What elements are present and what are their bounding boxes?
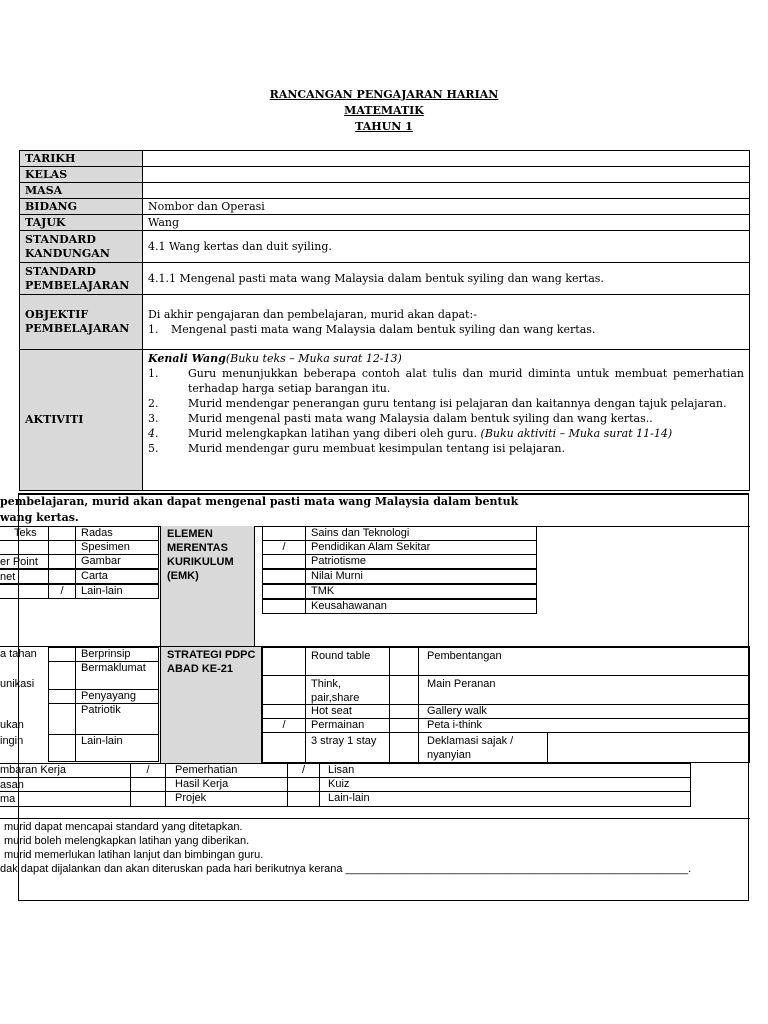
refleksi-line: murid boleh melengkapkan latihan yang diberikan. <box>4 835 250 847</box>
objektif-label: OBJEKTIF PEMBELAJARAN <box>20 295 143 350</box>
aktiviti-item <box>148 411 744 426</box>
nilai-item: Patriotik <box>75 703 159 735</box>
pentaksiran-item: Lain-lain <box>319 791 691 807</box>
standard-pembelajaran-label: STANDARD PEMBELAJARAN <box>20 263 143 295</box>
lesson-plan-table <box>19 150 750 491</box>
bbm-left-text: Teks <box>14 527 37 539</box>
pdpc-check[interactable] <box>389 704 419 719</box>
bbm-cell <box>0 540 49 555</box>
pdpc-item: Permainan <box>305 718 390 733</box>
pentaksiran-item: Kuiz <box>319 777 691 792</box>
bbm-check[interactable]: / <box>48 584 76 599</box>
aktiviti-item <box>148 396 744 411</box>
bbm-check[interactable] <box>48 569 76 584</box>
standard-kandungan-value: 4.1 Wang kertas dan duit syiling. <box>143 231 750 263</box>
aktiviti-item-number: 5. <box>148 442 159 455</box>
nilai-item: Lain-lain <box>75 734 159 762</box>
divider <box>0 818 750 819</box>
pdpc-item: Pembentangan <box>418 647 750 676</box>
bbm-cell <box>0 554 49 569</box>
pdpc-label: STRATEGI PDPC ABAD KE-21 <box>167 649 256 675</box>
pdpc-item-extension <box>547 732 750 763</box>
nilai-left-text: ingin <box>0 735 24 747</box>
pdpc-item: Round table <box>305 647 390 676</box>
tarikh-value <box>143 151 750 167</box>
pdpc-check[interactable] <box>389 647 419 676</box>
pentaksiran-item: Pemerhatian <box>165 763 288 778</box>
nilai-left-text: unikasi <box>0 678 35 690</box>
aktiviti-item-text: Murid mengenal pasti mata wang Malaysia dalam bentuk syiling dan wang kertas.. <box>188 412 653 425</box>
nilai-check[interactable] <box>48 703 76 735</box>
bidang-label: BIDANG <box>20 199 143 215</box>
pentaksiran-left-text: asan <box>0 779 24 791</box>
pdpc-check[interactable]: / <box>262 718 306 733</box>
emk-item: Nilai Murni <box>305 569 537 584</box>
pentaksiran-left-text: ma <box>0 793 16 805</box>
bbm-item: Carta <box>75 569 159 584</box>
pentaksiran-cell <box>0 791 131 807</box>
aktiviti-heading-ref: (Buku teks – Muka surat 12-13) <box>225 352 402 365</box>
nilai-check[interactable] <box>48 661 76 690</box>
pentaksiran-item: Hasil Kerja <box>165 777 288 792</box>
aktiviti-item <box>148 441 744 456</box>
bbm-cell <box>0 526 49 541</box>
aktiviti-item-ref: (Buku aktiviti – Muka surat 11-14) <box>480 427 673 440</box>
pdpc-check[interactable] <box>389 732 419 763</box>
summary-line-2: wang kertas. <box>0 511 79 524</box>
pentaksiran-check[interactable] <box>287 777 320 792</box>
nilai-item: Bermaklumat <box>75 661 159 690</box>
emk-label: ELEMEN MERENTAS KURIKULUM (EMK) <box>167 528 234 582</box>
objektif-item-number: 1. <box>148 323 159 336</box>
aktiviti-item-number: 2. <box>148 397 159 410</box>
summary-line-1: pembelajaran, murid akan dapat mengenal pasti mata wang Malaysia dalam bentuk <box>0 495 519 508</box>
standard-kandungan-label: STANDARD KANDUNGAN <box>20 231 143 263</box>
tarikh-label: TARIKH <box>20 151 143 167</box>
aktiviti-heading-title: Kenali Wang <box>148 352 226 365</box>
pdpc-item: Peta i-think <box>418 718 750 733</box>
bidang-value: Nombor dan Operasi <box>143 199 750 215</box>
masa-value <box>143 183 750 199</box>
bbm-left-text: net <box>0 571 16 583</box>
bbm-item: Radas <box>75 526 159 541</box>
emk-item: TMK <box>305 584 537 599</box>
kelas-value <box>143 167 750 183</box>
emk-check[interactable] <box>262 584 306 599</box>
nilai-check[interactable] <box>48 647 76 662</box>
emk-check[interactable]: / <box>262 540 306 555</box>
emk-check[interactable] <box>262 569 306 584</box>
bbm-cell <box>0 584 49 599</box>
pdpc-check[interactable] <box>262 732 306 763</box>
bbm-cell <box>0 569 49 584</box>
aktiviti-list <box>148 366 744 456</box>
pdpc-check[interactable] <box>389 675 419 705</box>
bbm-item: Gambar <box>75 554 159 569</box>
nilai-left-text: a tahan <box>0 648 37 660</box>
pentaksiran-check[interactable] <box>130 791 166 807</box>
bbm-check[interactable] <box>48 540 76 555</box>
objektif-intro: Di akhir pengajaran dan pembelajaran, murid akan dapat:- <box>148 308 477 321</box>
bbm-check[interactable] <box>48 526 76 541</box>
bbm-left-text: er Point <box>0 556 38 568</box>
emk-check[interactable] <box>262 526 306 541</box>
pdpc-check[interactable] <box>262 647 306 676</box>
objektif-value <box>143 295 750 350</box>
aktiviti-item-number: 3. <box>148 412 159 425</box>
pdpc-item: Gallery walk <box>418 704 750 719</box>
pentaksiran-cell <box>0 777 131 792</box>
nilai-item: Berprinsip <box>75 647 159 662</box>
masa-label: MASA <box>20 183 143 199</box>
aktiviti-item-text: Murid mendengar guru membuat kesimpulan tentang isi pelajaran. <box>188 442 565 455</box>
emk-check[interactable] <box>262 554 306 569</box>
refleksi-line: murid dapat mencapai standard yang ditetapkan. <box>4 821 243 833</box>
pdpc-item: 3 stray 1 stay <box>305 732 390 763</box>
pentaksiran-left-text: mbaran Kerja <box>0 764 67 776</box>
aktiviti-item-number: 1. <box>148 367 159 380</box>
aktiviti-item-text-main: Murid melengkapkan latihan yang diberi oleh guru. <box>188 427 478 440</box>
pdpc-item: Think, pair,share <box>305 675 390 705</box>
pdpc-item: Main Peranan <box>418 675 750 705</box>
aktiviti-value <box>143 350 750 491</box>
aktiviti-item-text: Murid mendengar penerangan guru tentang isi pelajaran dan kaitannya dengan tajuk pelajaran. <box>188 397 727 410</box>
pentaksiran-check[interactable]: / <box>287 763 320 778</box>
aktiviti-item-number: 4. <box>148 427 159 440</box>
pentaksiran-item: Projek <box>165 791 288 807</box>
tajuk-label: TAJUK <box>20 215 143 231</box>
aktiviti-item-text <box>188 426 744 441</box>
subject-title: MATEMATIK <box>344 104 424 117</box>
pdpc-item: Deklamasi sajak / nyanyian <box>418 732 548 763</box>
emk-item: Keusahawanan <box>305 599 537 614</box>
refleksi-line: murid memerlukan latihan lanjut dan bimbingan guru. <box>4 849 264 861</box>
pentaksiran-check[interactable]: / <box>130 763 166 778</box>
document-title: RANCANGAN PENGAJARAN HARIAN <box>269 88 499 101</box>
aktiviti-heading <box>148 351 744 366</box>
pentaksiran-check[interactable] <box>130 777 166 792</box>
emk-item: Sains dan Teknologi <box>305 526 537 541</box>
nilai-item: Penyayang <box>75 689 159 704</box>
pdpc-check[interactable] <box>262 704 306 719</box>
refleksi-line: dak dapat dijalankan dan akan diteruskan pada hari berikutnya kerana ________________________________________________________. <box>0 863 692 875</box>
emk-item: Pendidikan Alam Sekitar <box>305 540 537 555</box>
aktiviti-label: AKTIVITI <box>20 350 143 491</box>
aktiviti-item-text: Guru menunjukkan beberapa contoh alat tulis dan murid diminta untuk membuat pemerhatian terhadap harga setiap barangan itu. <box>188 367 744 395</box>
pentaksiran-check[interactable] <box>287 791 320 807</box>
year-title: TAHUN 1 <box>355 120 413 133</box>
bbm-item: Lain-lain <box>75 584 159 599</box>
pdpc-check[interactable] <box>389 718 419 733</box>
bbm-check[interactable] <box>48 554 76 569</box>
emk-check[interactable] <box>262 599 306 614</box>
pdpc-check[interactable] <box>262 675 306 705</box>
standard-pembelajaran-value: 4.1.1 Mengenal pasti mata wang Malaysia dalam bentuk syiling dan wang kertas. <box>143 263 750 295</box>
bbm-item: Spesimen <box>75 540 159 555</box>
aktiviti-item <box>148 426 744 441</box>
tajuk-value: Wang <box>143 215 750 231</box>
aktiviti-item <box>148 366 744 396</box>
objektif-item-text: Mengenal pasti mata wang Malaysia dalam bentuk syiling dan wang kertas. <box>171 323 596 336</box>
pdpc-item: Hot seat <box>305 704 390 719</box>
pentaksiran-item: Lisan <box>319 763 691 778</box>
pentaksiran-cell <box>0 763 131 778</box>
nilai-check[interactable] <box>48 689 76 704</box>
nilai-check[interactable] <box>48 734 76 762</box>
objektif-item <box>148 322 744 337</box>
nilai-left-text: ukan <box>0 719 24 731</box>
emk-item: Patriotisme <box>305 554 537 569</box>
kelas-label: KELAS <box>20 167 143 183</box>
